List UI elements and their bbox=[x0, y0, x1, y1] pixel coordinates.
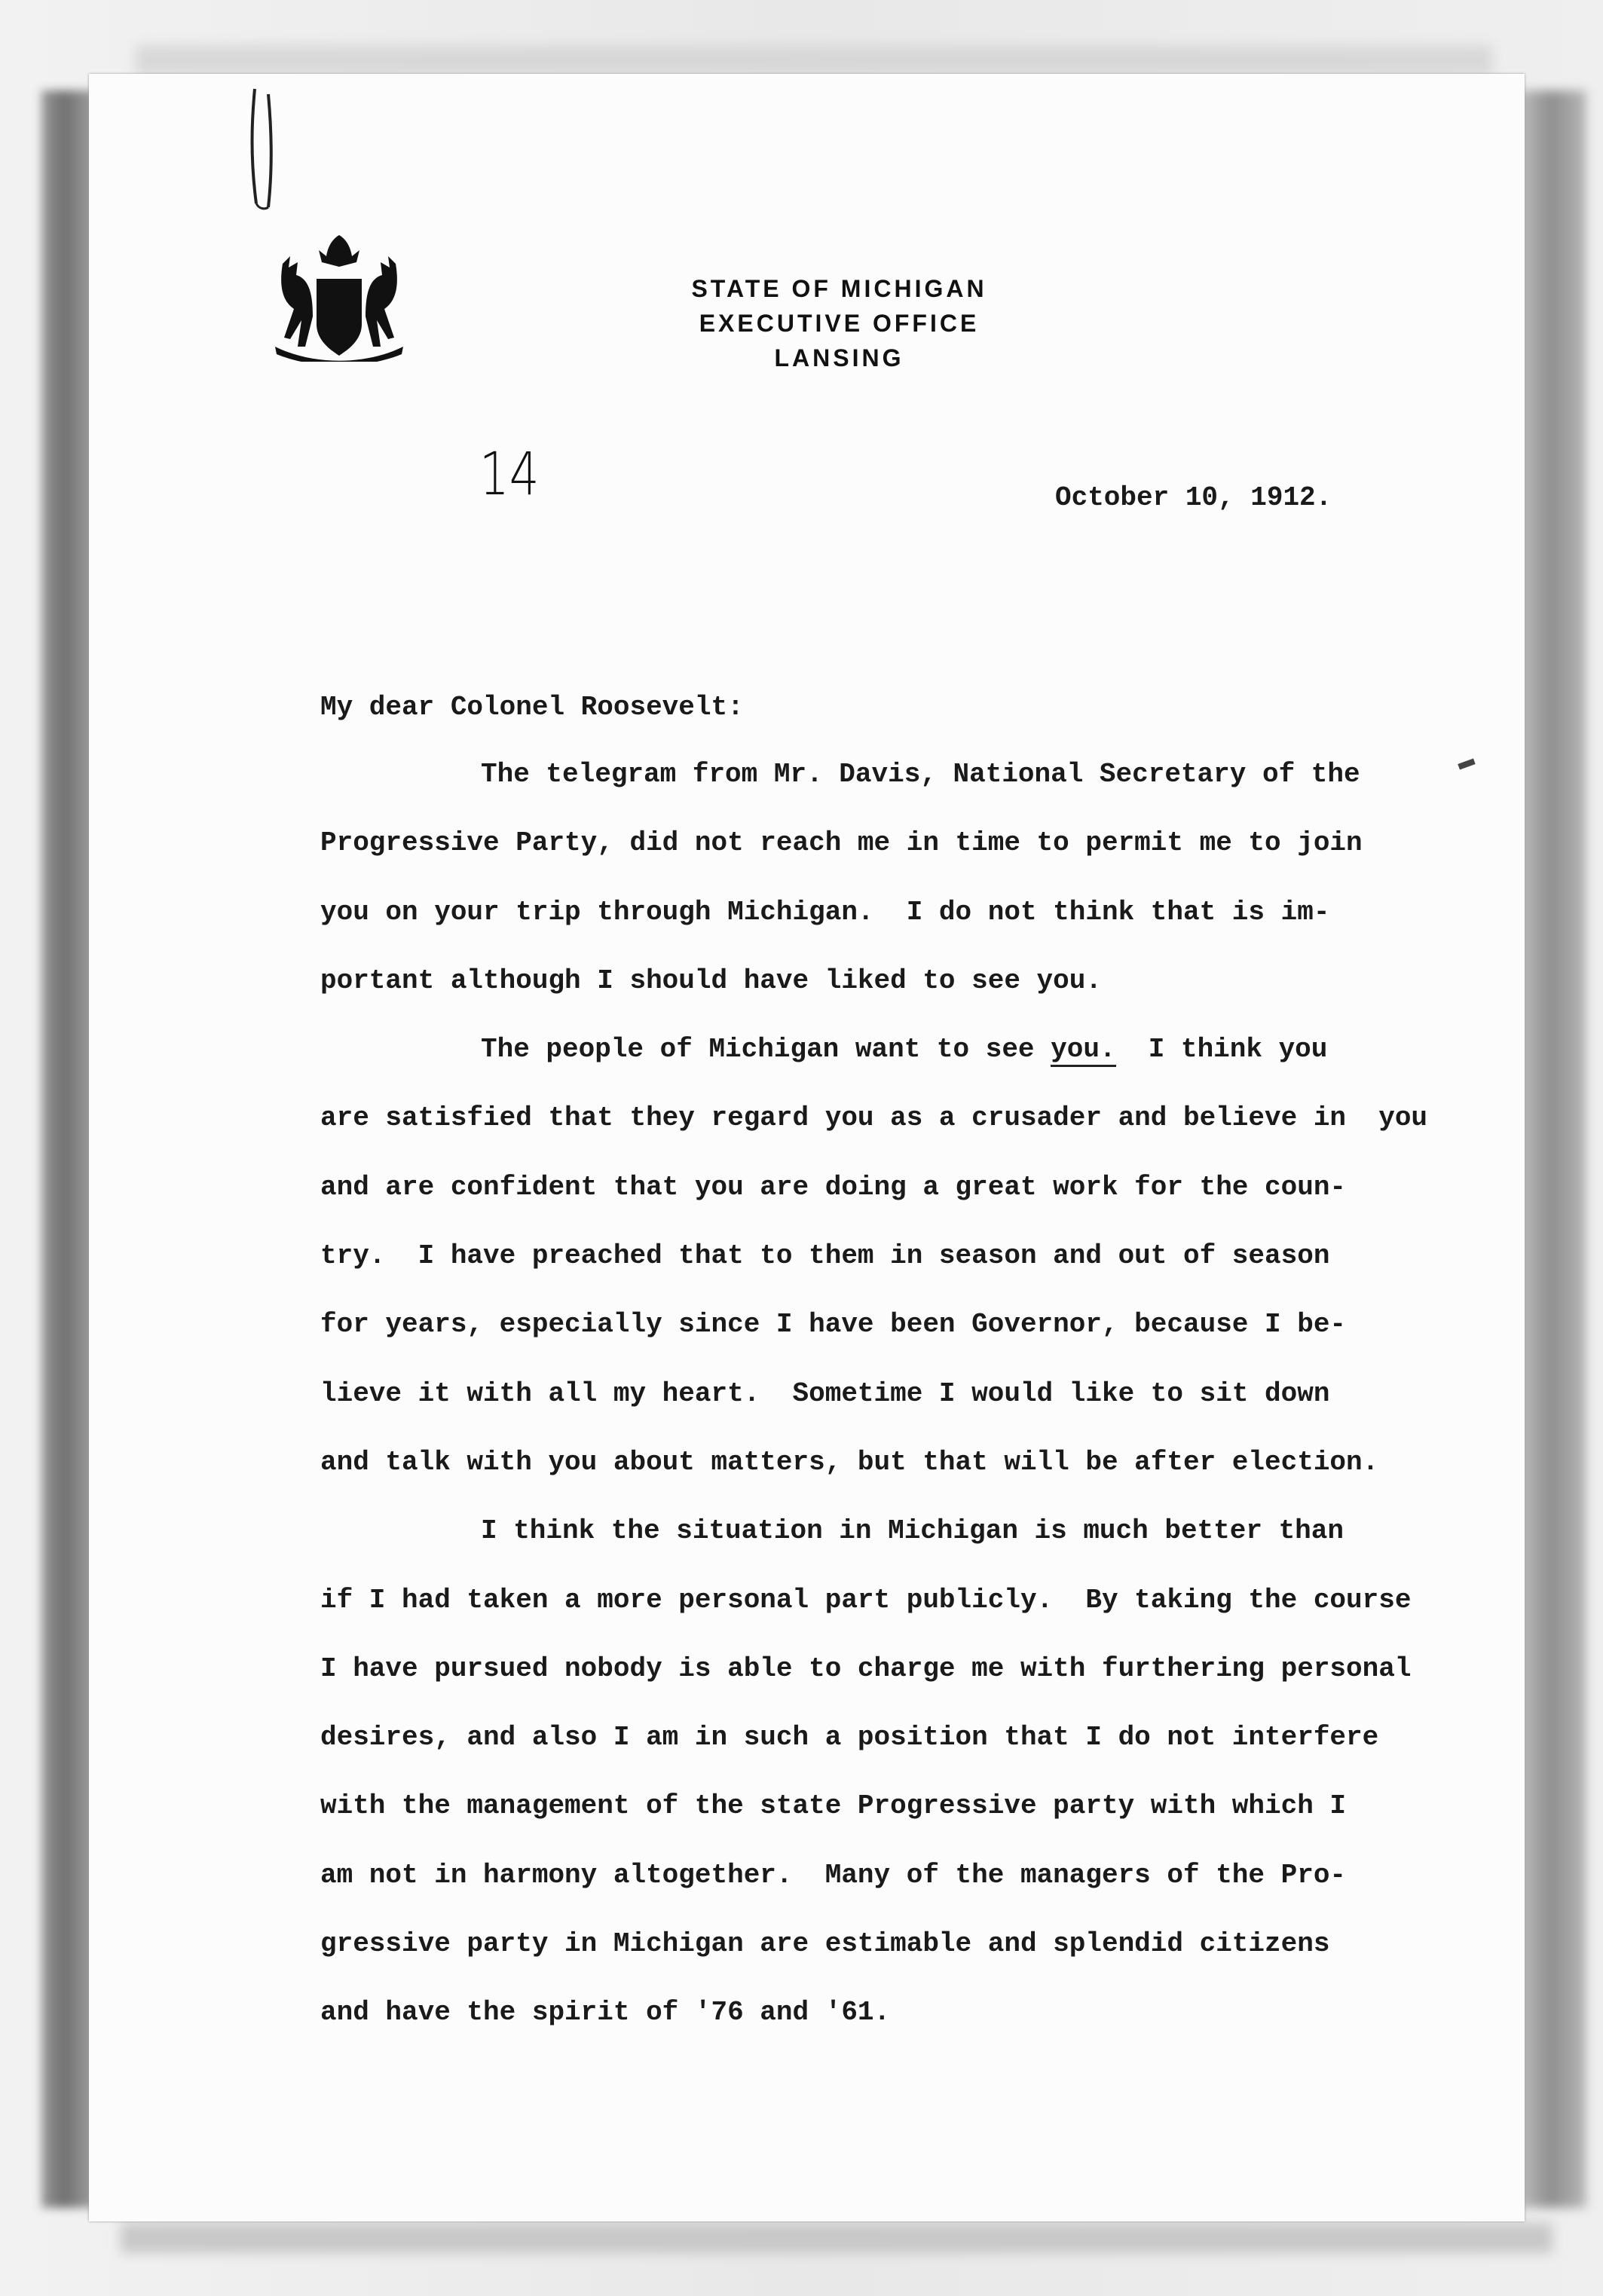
underlined-word: you. bbox=[1051, 1034, 1115, 1067]
body-line: with the management of the state Progressive party with which I bbox=[320, 1790, 1347, 1822]
body-line: for years, especially since I have been Governor, because I be- bbox=[320, 1309, 1347, 1341]
salutation: My dear Colonel Roosevelt: bbox=[320, 692, 744, 723]
letter-body bbox=[320, 761, 1526, 2068]
body-line: I have pursued nobody is able to charge me with furthering personal bbox=[320, 1652, 1412, 1684]
body-line bbox=[320, 1036, 1526, 1105]
body-line: and are confident that you are doing a great work for the coun- bbox=[320, 1171, 1347, 1203]
letterhead-city: LANSING bbox=[774, 344, 904, 371]
body-line: Progressive Party, did not reach me in time to permit me to join bbox=[320, 827, 1363, 859]
handwritten-page-number: 14 bbox=[479, 441, 540, 509]
body-line: The telegram from Mr. Davis, National Secretary of the bbox=[481, 759, 1360, 790]
body-line: am not in harmony altogether. Many of the managers of the Pro- bbox=[320, 1859, 1347, 1891]
letterhead-state: STATE OF MICHIGAN bbox=[691, 275, 987, 302]
letterhead-office: EXECUTIVE OFFICE bbox=[699, 310, 980, 337]
body-line: if I had taken a more personal part publicly. By taking the course bbox=[320, 1584, 1412, 1616]
scan-shadow-bottom bbox=[121, 2223, 1553, 2253]
letter-date: October 10, 1912. bbox=[1055, 482, 1332, 513]
body-line: lieve it with all my heart. Sometime I would like to sit down bbox=[320, 1377, 1330, 1409]
body-line: and have the spirit of '76 and '61. bbox=[320, 1997, 891, 2028]
body-line: you on your trip through Michigan. I do not think that is im- bbox=[320, 896, 1330, 928]
body-line: desires, and also I am in such a position that I do not interfere bbox=[320, 1722, 1379, 1753]
body-line-tail: I think you bbox=[1115, 1034, 1328, 1065]
body-line: are satisfied that they regard you as a crusader and believe in you bbox=[320, 1102, 1428, 1134]
handwritten-top-mark bbox=[246, 83, 291, 215]
body-line: I think the situation in Michigan is much better than bbox=[481, 1515, 1344, 1547]
body-line: portant although I should have liked to see you. bbox=[320, 965, 1102, 996]
body-line: and talk with you about matters, but that will be after election. bbox=[320, 1446, 1379, 1478]
letterhead bbox=[0, 271, 1603, 375]
scan-shadow-top bbox=[136, 45, 1492, 75]
body-line-text: The people of Michigan want to see bbox=[481, 1034, 1051, 1065]
body-line: try. I have preached that to them in season and out of season bbox=[320, 1240, 1330, 1272]
body-line: gressive party in Michigan are estimable and splendid citizens bbox=[320, 1928, 1330, 1960]
